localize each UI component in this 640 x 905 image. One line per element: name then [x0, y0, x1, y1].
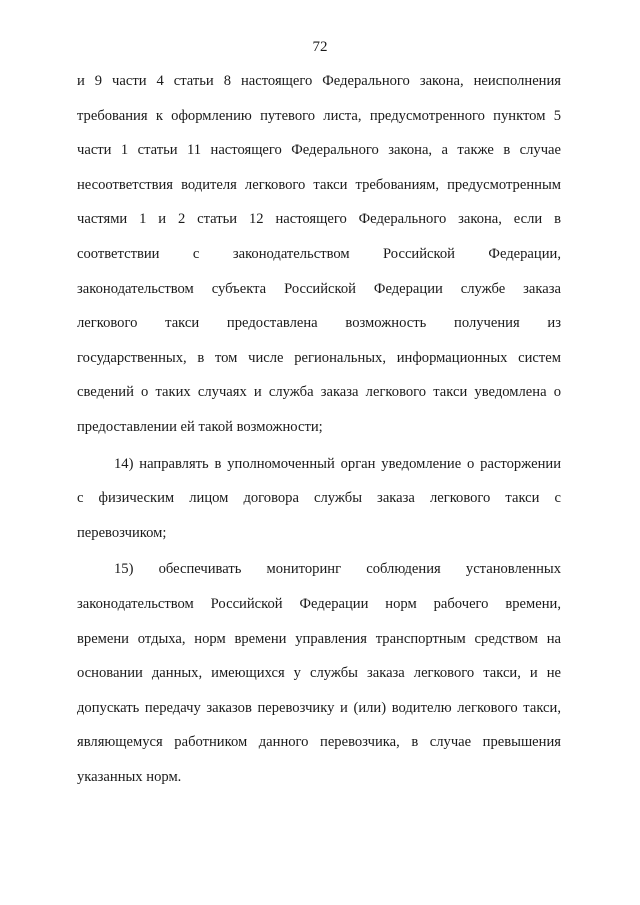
text-line: части 1 статьи 11 настоящего Федерального закона, а также в случае [77, 142, 561, 159]
text-line: частями 1 и 2 статьи 12 настоящего Федерального закона, если в [77, 211, 561, 228]
text-line: основании данных, имеющихся у службы заказа легкового такси, и не [77, 665, 561, 682]
text-line: 15) обеспечивать мониторинг соблюдения установленных [114, 561, 561, 578]
paragraph-continuation [77, 64, 561, 445]
page-number: 72 [312, 39, 328, 55]
text-line: государственных, в том числе региональных, информационных систем [77, 349, 561, 366]
text-line: предоставлении ей такой возможности; [77, 418, 323, 435]
text-line: сведений о таких случаях и служба заказа легкового такси уведомлена о [77, 384, 561, 401]
text-line: и 9 части 4 статьи 8 настоящего Федерального закона, неисполнения [77, 73, 561, 89]
text-line: времени отдыха, норм времени управления транспортным средством на [77, 630, 561, 647]
paragraph-item-14 [77, 447, 561, 551]
text-line: 14) направлять в уполномоченный орган уведомление о расторжении [114, 455, 561, 472]
text-line: с физическим лицом договора службы заказа легкового такси с [77, 490, 561, 507]
text-line: допускать передачу заказов перевозчику и (или) водителю легкового такси, [77, 699, 561, 716]
text-line: являющемуся работником данного перевозчика, в случае превышения [77, 734, 561, 751]
document-body [77, 64, 561, 794]
text-line: законодательством Российской Федерации норм рабочего времени, [77, 595, 561, 612]
text-line: легкового такси предоставлена возможность получения из [77, 315, 561, 332]
text-line: требования к оформлению путевого листа, предусмотренного пунктом 5 [77, 107, 561, 124]
text-line: законодательством субъекта Российской Федерации службе заказа [77, 280, 561, 297]
paragraph-item-15 [77, 552, 561, 794]
text-line: перевозчиком; [77, 524, 167, 541]
text-line: соответствии с законодательством Российской Федерации, [77, 245, 561, 262]
text-line: указанных норм. [77, 768, 182, 785]
text-line: несоответствия водителя легкового такси требованиям, предусмотренным [77, 176, 561, 193]
